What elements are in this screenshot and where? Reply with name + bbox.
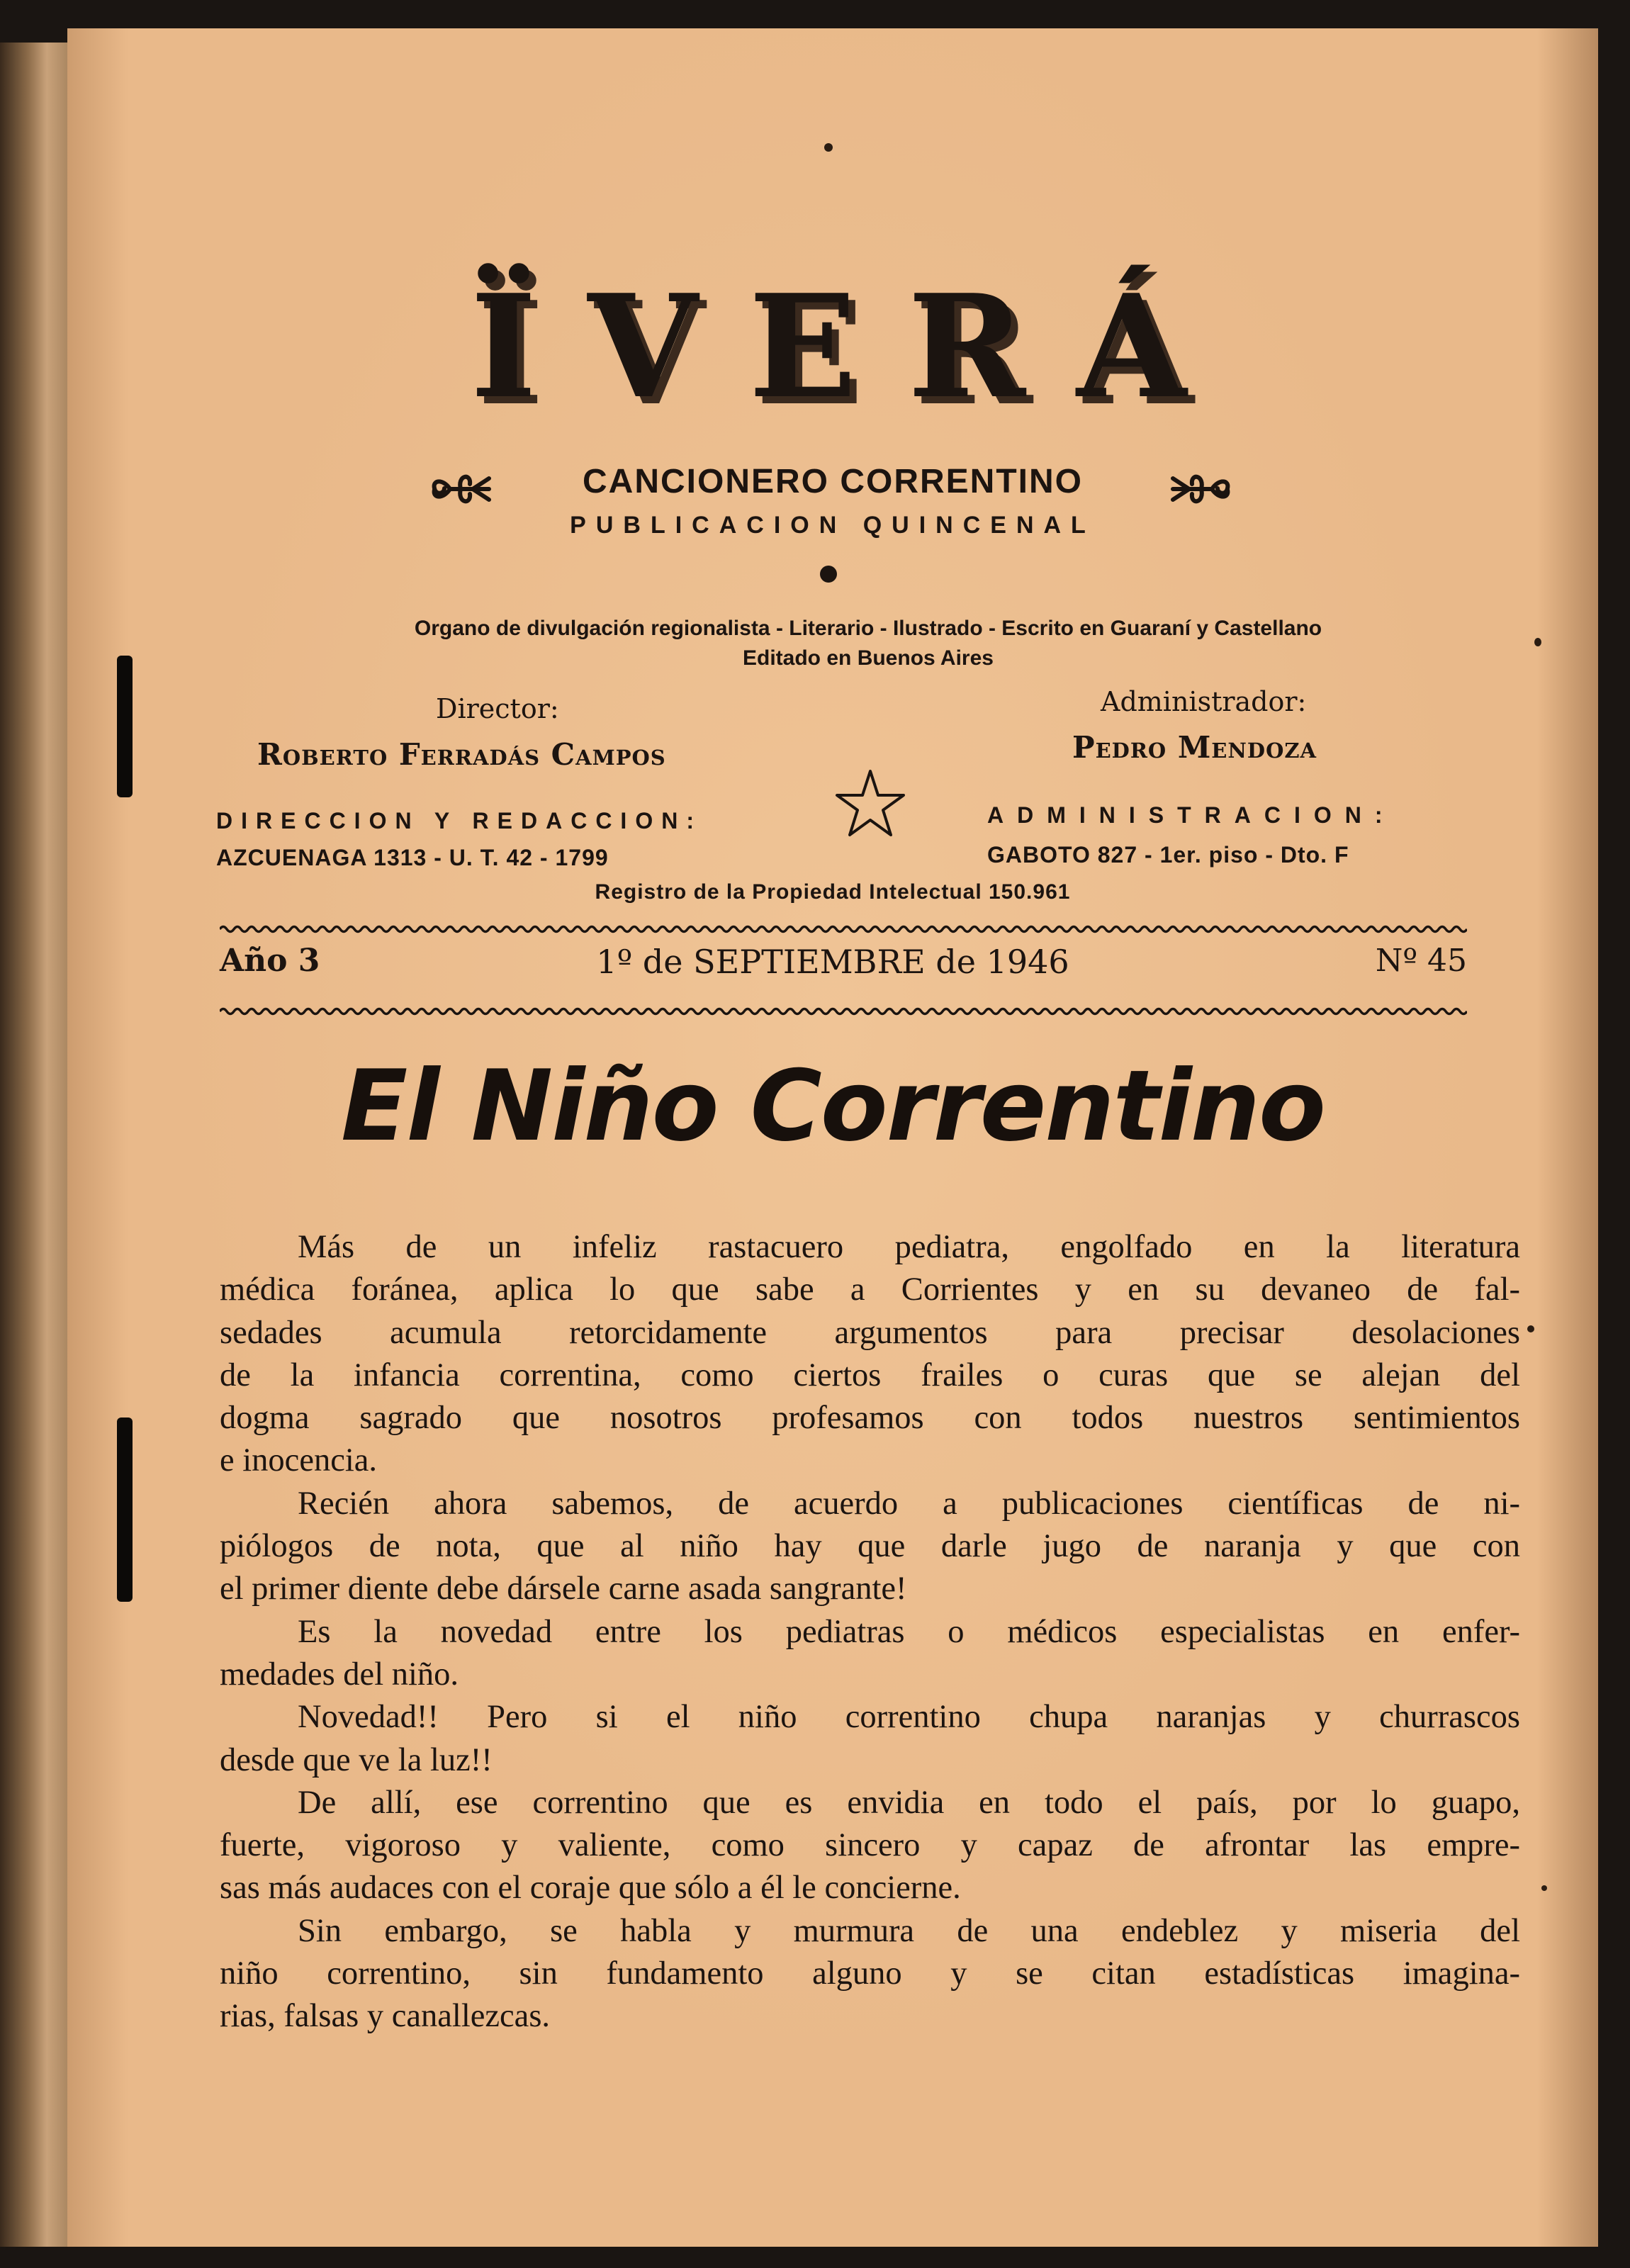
issue-date: 1º de SEPTIEMBRE de 1946: [596, 943, 1069, 981]
article-line: el primer diente debe dársele carne asada sangrante!: [220, 1571, 907, 1607]
administracion-address: GABOTO 827 - 1er. piso - Dto. F: [987, 842, 1349, 868]
article-line: niño correntino, sin fundamento alguno y se citan estadísticas imagina-: [220, 1955, 1520, 1992]
article-line: medades del niño.: [220, 1656, 459, 1692]
paper-speck: [1541, 1885, 1547, 1891]
director-label: Director:: [436, 693, 559, 724]
article-line: e inocencia.: [220, 1442, 378, 1479]
article-line: Novedad!! Pero si el niño correntino chupa naranjas y churrascos: [298, 1699, 1520, 1736]
publication-frequency: PUBLICACION QUINCENAL: [570, 512, 1096, 539]
paper-speck: [824, 143, 833, 152]
article-line: desde que ve la luz!!: [220, 1741, 493, 1778]
article-line: dogma sagrado que nosotros profesamos con todos nuestros sentimientos: [220, 1400, 1520, 1437]
paper-speck: [1527, 1325, 1534, 1332]
issue-number: Nº 45: [1375, 943, 1467, 979]
paper-speck: [1534, 638, 1541, 646]
book-spine-edge: [0, 43, 78, 2247]
article-line: Es la novedad entre los pediatras o médicos especialistas en enfer-: [298, 1613, 1520, 1650]
copyright-registry: Registro de la Propiedad Intelectual 150.961: [595, 880, 1071, 904]
wavy-divider-top: [220, 923, 1467, 936]
masthead: [67, 262, 1598, 432]
article-line: de la infancia correntina, como ciertos frailes o curas que se alejan del: [220, 1357, 1520, 1393]
administrator-label: Administrador:: [1101, 686, 1307, 717]
redaccion-label: DIRECCION Y REDACCION:: [216, 808, 702, 833]
article-line: Recién ahora sabemos, de acuerdo a publicaciones científicas de ni-: [298, 1485, 1520, 1522]
edition-place: Editado en Buenos Aires: [743, 646, 994, 670]
article-headline: El Niño Correntino: [341, 1049, 1325, 1163]
binding-mark-lower: [117, 1418, 133, 1602]
article-line: sedades acumula retorcidamente argumentos para precisar desolaciones: [220, 1314, 1520, 1351]
binding-mark-upper: [117, 656, 133, 797]
subtitle: CANCIONERO CORRENTINO: [582, 463, 1083, 500]
article-line: De allí, ese correntino que es envidia en todo el país, por lo guapo,: [298, 1784, 1520, 1821]
article-line: médica foránea, aplica lo que sabe a Corrientes y en su devaneo de fal-: [220, 1271, 1520, 1308]
masthead-title: ÏVERÁ: [470, 264, 1238, 430]
wavy-divider-bottom: [220, 1005, 1467, 1018]
star-icon: [831, 765, 909, 843]
redaccion-address: AZCUENAGA 1313 - U. T. 42 - 1799: [216, 845, 609, 870]
article-line: piólogos de nota, que al niño hay que darle jugo de naranja y que con: [220, 1528, 1520, 1565]
article-line: Sin embargo, se habla y murmura de una endeblez y miseria del: [298, 1912, 1520, 1949]
director-name: Roberto Ferradás Campos: [257, 737, 666, 772]
article-line: rias, falsas y canallezcas.: [220, 1998, 551, 2035]
bullet-dot: [820, 566, 837, 583]
article-line: Más de un infeliz rastacuero pediatra, engolfado en la literatura: [298, 1229, 1520, 1265]
article-line: sas más audaces con el coraje que sólo a él le concierne.: [220, 1870, 961, 1907]
issue-year: Año 3: [220, 943, 320, 979]
article-body: [220, 1226, 1520, 2038]
administracion-label: ADMINISTRACION:: [987, 802, 1396, 828]
organ-description: Organo de divulgación regionalista - Literario - Ilustrado - Escrito en Guaraní y Castellano: [414, 617, 1322, 640]
magazine-page: [67, 28, 1598, 2247]
article-line: fuerte, vigoroso y valiente, como sincero y capaz de afrontar las empre-: [220, 1827, 1520, 1864]
administrator-name: Pedro Mendoza: [1072, 730, 1317, 765]
